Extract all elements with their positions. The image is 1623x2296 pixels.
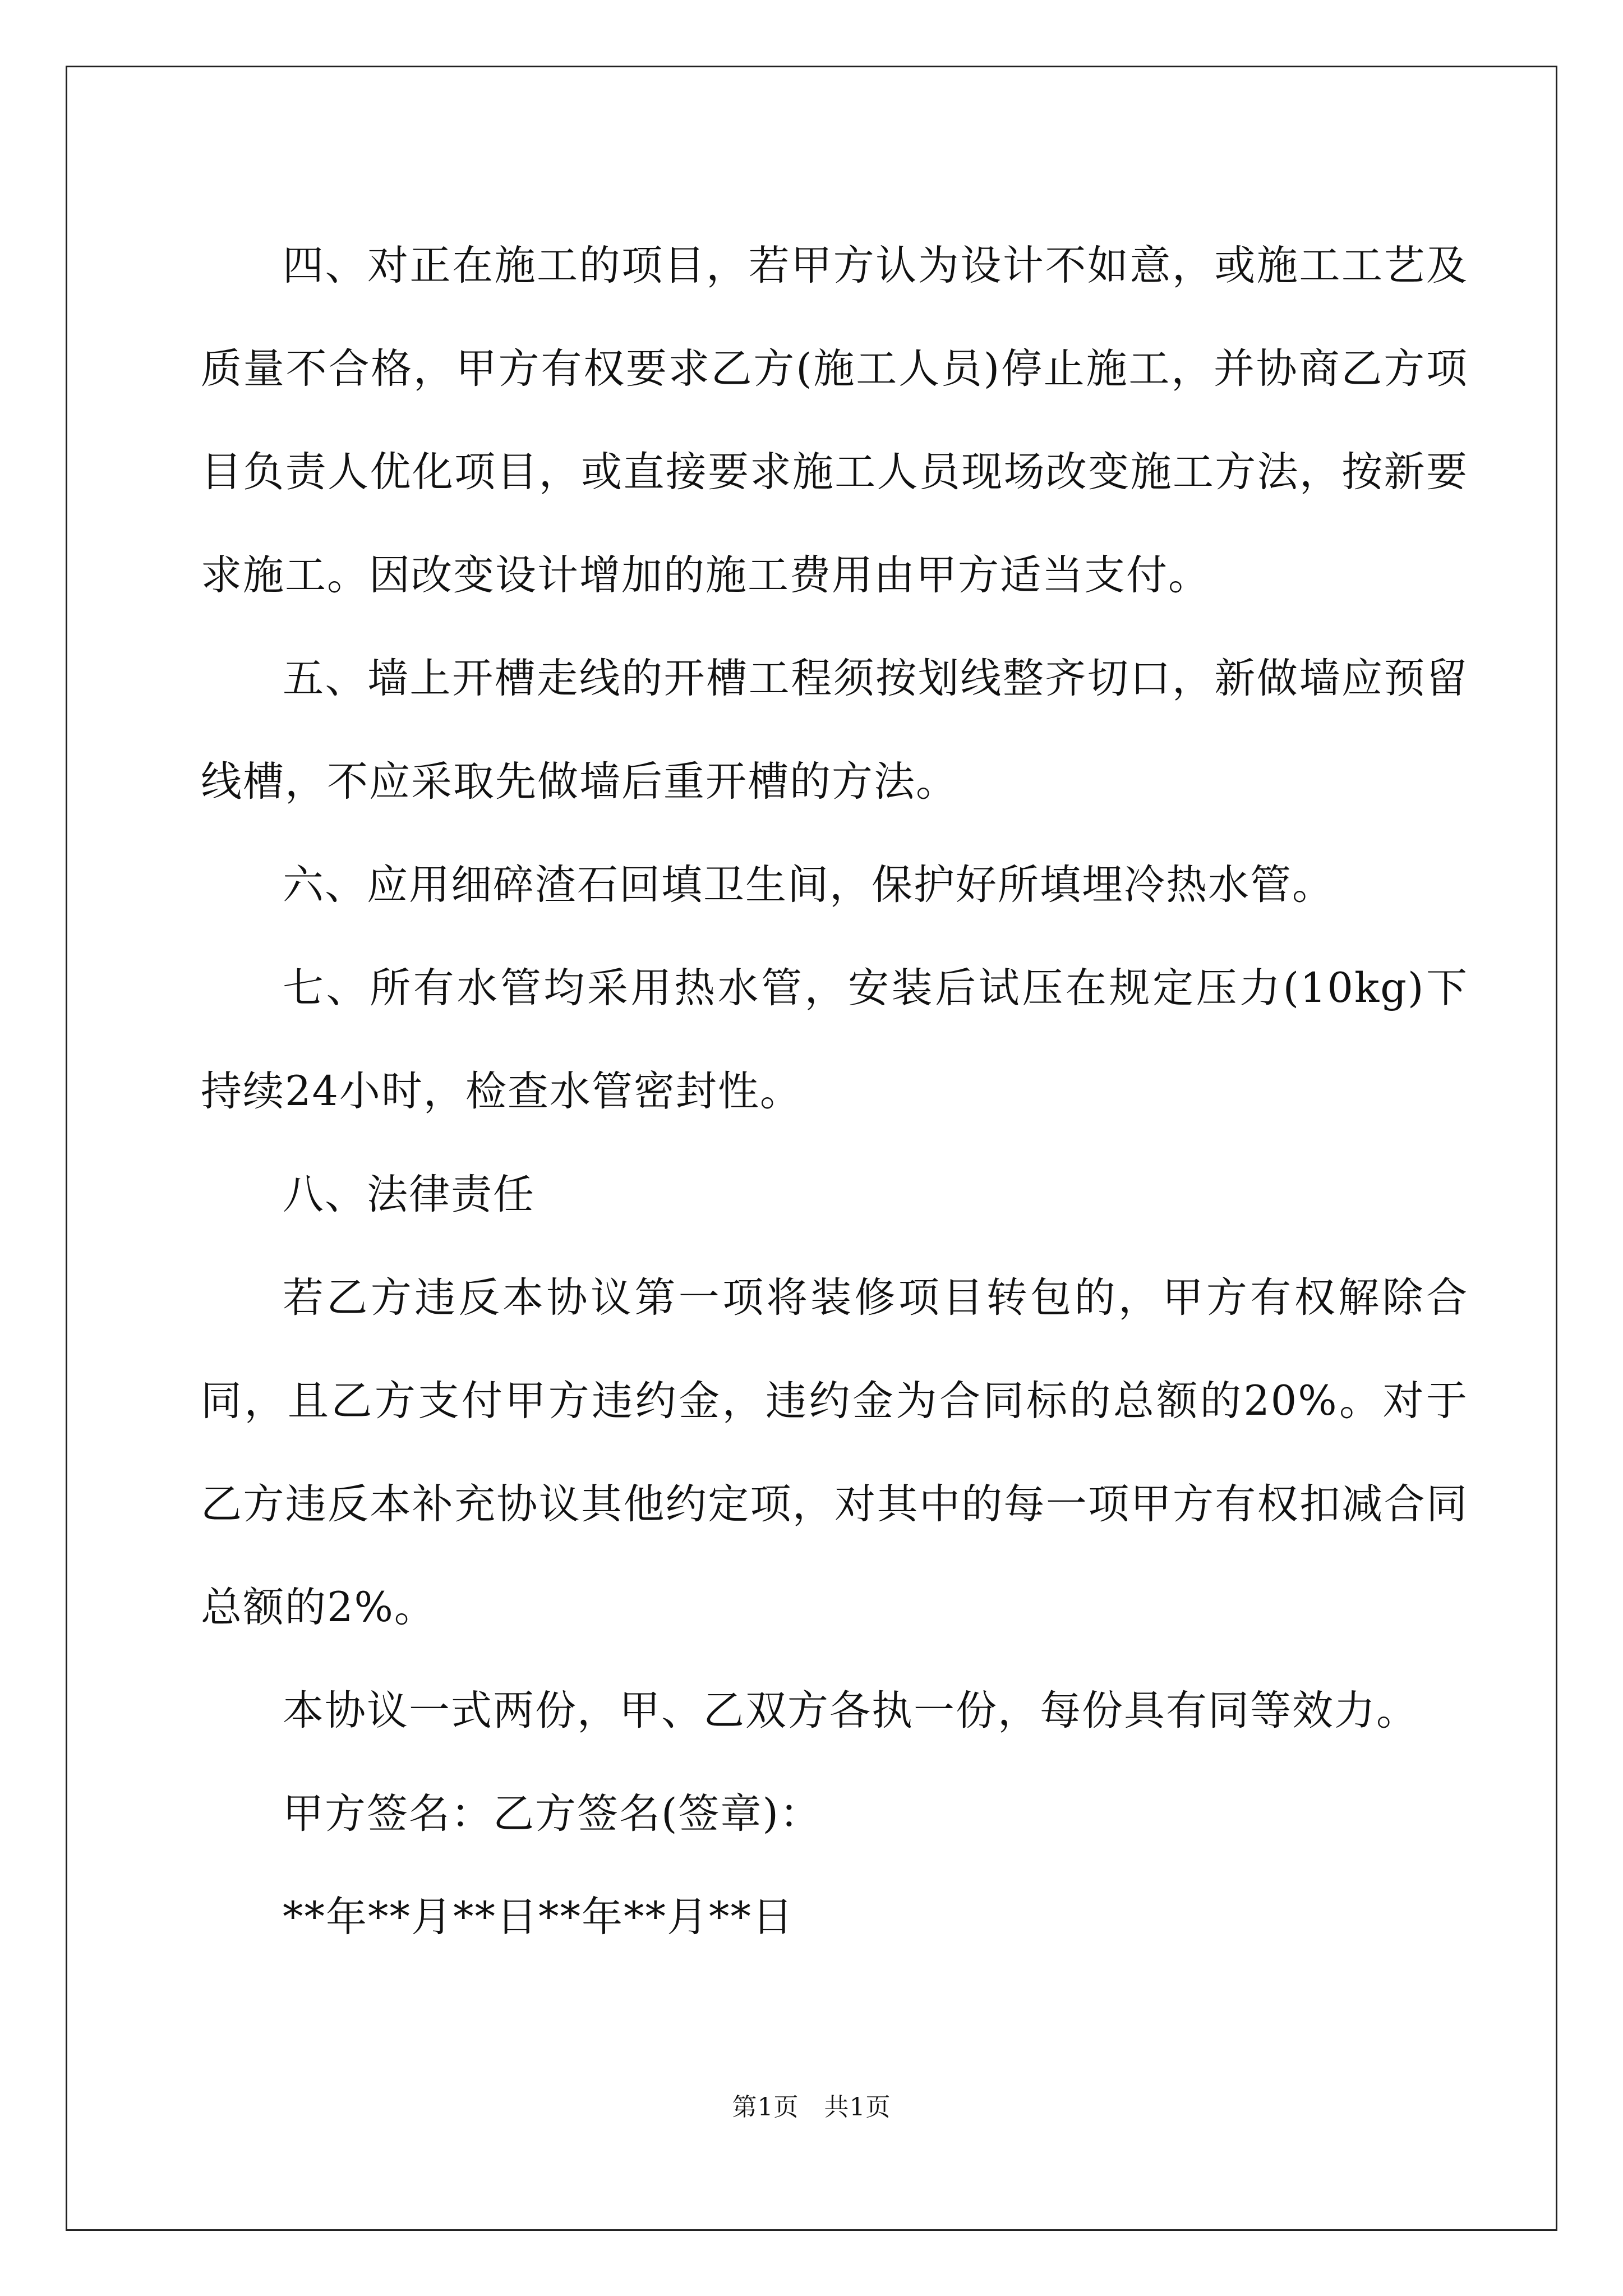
paragraph-clause-4: 四、对正在施工的项目，若甲方认为设计不如意，或施工工艺及质量不合格，甲方有权要求乙方(施工人员)停止施工，并协商乙方项目负责人优化项目，或直接要求施工人员现场改变施工方法，按新要求施工。因改变设计增加的施工费用由甲方适当支付。 — [201, 242, 1468, 599]
paragraph-legal-liability: 若乙方违反本协议第一项将装修项目转包的，甲方有权解除合同，且乙方支付甲方违约金，违约金为合同标的总额的20%。对于乙方违反本补充协议其他约定项，对其中的每一项甲方有权扣减合同总额的2%。 — [201, 1274, 1468, 1631]
page-footer: 第1页 共1页 — [732, 2093, 891, 2122]
paragraph-clause-5: 五、墙上开槽走线的开槽工程须按划线整齐切口，新做墙应预留线槽，不应采取先做墙后重开槽的方法。 — [201, 655, 1468, 806]
paragraph-copies: 本协议一式两份，甲、乙双方各执一份，每份具有同等效力。 — [283, 1687, 1418, 1734]
paragraph-clause-7: 七、所有水管均采用热水管，安装后试压在规定压力(10kg)下持续24小时，检查水管密封性。 — [201, 964, 1468, 1115]
signature-line: 甲方签名：乙方签名(签章)： — [283, 1790, 822, 1838]
paragraph-clause-8-heading: 八、法律责任 — [283, 1171, 535, 1218]
paragraph-clause-6: 六、应用细碎渣石回填卫生间，保护好所填埋冷热水管。 — [283, 861, 1334, 909]
date-line: **年**月**日**年**月**日 — [283, 1893, 794, 1941]
